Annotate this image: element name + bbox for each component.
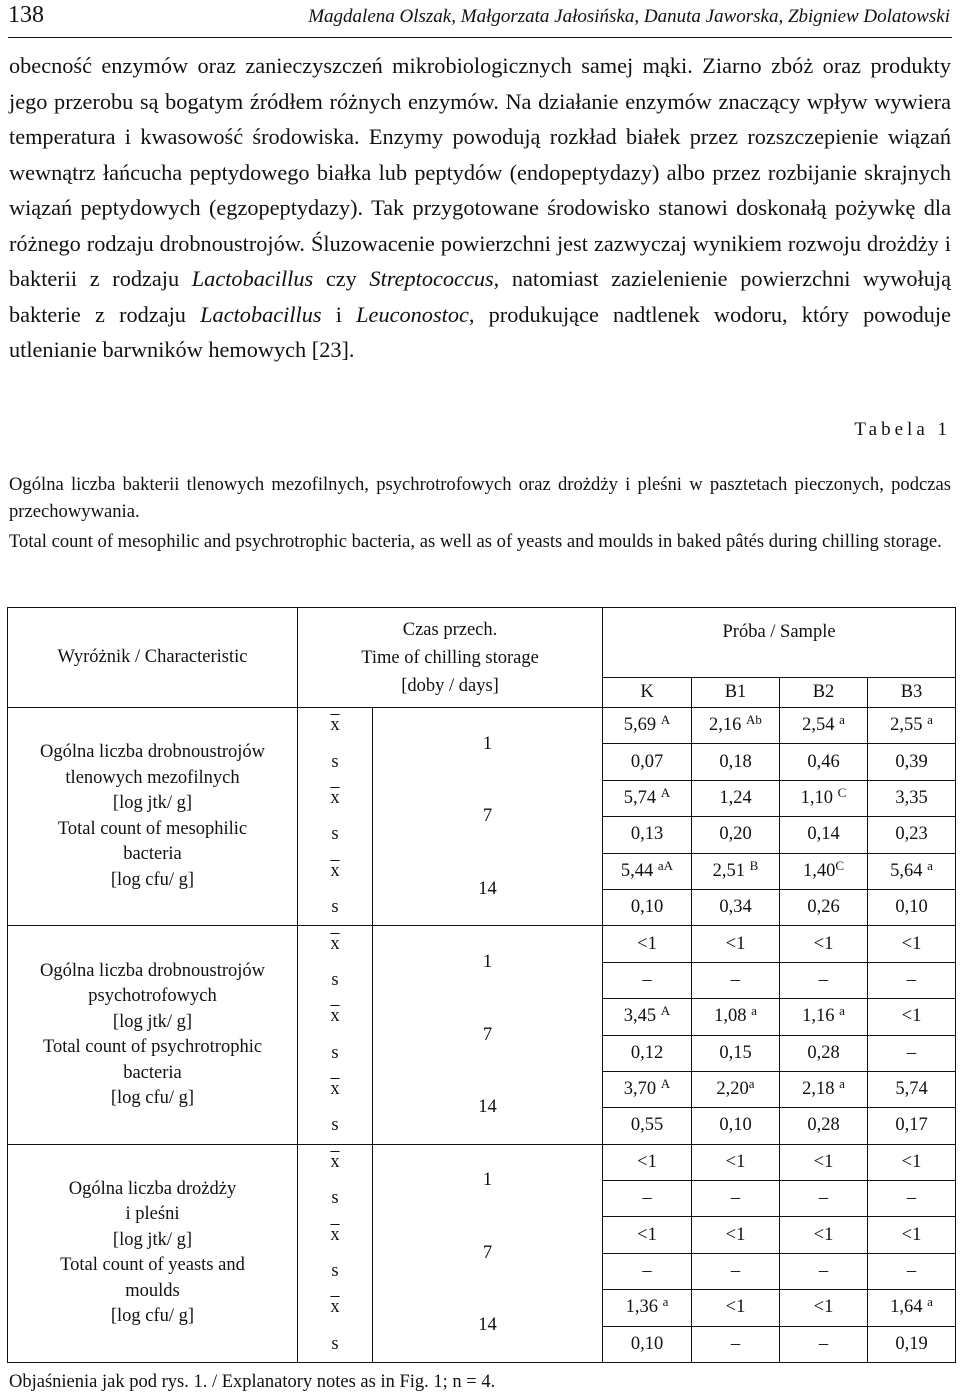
storage-day-cell: 1 (373, 1144, 603, 1217)
significance-letter: a (662, 1294, 669, 1310)
characteristic-line: [log cfu/ g] (110, 1088, 195, 1109)
value-cell (780, 1144, 868, 1180)
value-cell (780, 926, 868, 962)
value-cell (868, 1144, 956, 1180)
value-cell (780, 1108, 868, 1144)
value-cell (692, 1181, 780, 1217)
header-time-line: Time of chilling storage (361, 647, 539, 668)
header-sample-col: B1 (692, 678, 780, 708)
value-cell (780, 1326, 868, 1362)
storage-day-cell: 14 (373, 853, 603, 926)
value-text: 0,10 (630, 1333, 664, 1354)
header-sample-col: B2 (780, 678, 868, 708)
stat-sd-symbol: s (298, 1108, 373, 1144)
value-text: <1 (901, 1224, 922, 1245)
characteristic-line: Total count of psychrotrophic (42, 1037, 263, 1058)
stat-mean-symbol: $\overline{x}$ (298, 1290, 373, 1326)
value-cell (692, 1071, 780, 1107)
value-text: – (818, 1188, 829, 1209)
value-text: – (642, 1261, 652, 1282)
value-cell (868, 1290, 956, 1326)
header-characteristic: Wyróżnik / Characteristic (8, 608, 298, 708)
storage-day-cell: 7 (373, 999, 603, 1072)
characteristic-line: Total count of yeasts and (60, 1255, 245, 1276)
value-cell (868, 1253, 956, 1289)
table-body (8, 708, 956, 1363)
value-cell (692, 708, 780, 744)
value-text: – (730, 1261, 741, 1282)
significance-letter: A (660, 1076, 671, 1092)
table-row (8, 708, 956, 744)
storage-day-cell: 1 (373, 708, 603, 781)
value-text: <1 (637, 1151, 657, 1172)
value-cell (868, 744, 956, 780)
value-cell (868, 1035, 956, 1071)
value-text: <1 (637, 933, 657, 954)
header-time-line: Czas przech. (402, 619, 498, 640)
value-text: 1,40 (802, 860, 836, 881)
stat-mean-symbol: $\overline{x}$ (298, 999, 373, 1035)
value-text: – (730, 1333, 741, 1354)
significance-letter: aA (657, 857, 674, 873)
significance-letter: A (660, 1003, 671, 1019)
value-cell (692, 853, 780, 889)
value-cell (780, 1035, 868, 1071)
body-text-segment: , natomiast zazielenienie powierzchni wywołują bakterie z rodzaju (9, 266, 951, 327)
characteristic-line: Ogólna liczba drobnoustrojów (39, 742, 266, 763)
value-cell (692, 1108, 780, 1144)
value-cell (692, 1035, 780, 1071)
value-text: <1 (813, 1224, 834, 1245)
value-cell (868, 780, 956, 816)
value-text: 0,55 (630, 1115, 664, 1136)
value-text: 0,34 (719, 897, 752, 918)
stat-mean-symbol: $\overline{x}$ (298, 780, 373, 816)
significance-letter: Ab (746, 712, 762, 728)
value-text: 3,45 (623, 1006, 657, 1027)
characteristic-line: Ogólna liczba drobnoustrojów (39, 960, 266, 981)
value-text: 1,24 (719, 787, 752, 808)
characteristic-line: Total count of mesophilic (57, 818, 248, 839)
value-cell (780, 780, 868, 816)
table-footnote: Objaśnienia jak pod rys. 1. / Explanatory notes as in Fig. 1; n = 4. (9, 1372, 496, 1392)
value-cell (692, 962, 780, 998)
value-cell (692, 926, 780, 962)
value-text: <1 (637, 1224, 657, 1245)
value-text: 0,10 (630, 897, 664, 918)
stat-mean-symbol: $\overline{x}$ (298, 853, 373, 889)
value-text: 0,19 (895, 1333, 928, 1354)
value-text: 0,20 (719, 824, 752, 845)
value-text: <1 (901, 1151, 922, 1172)
value-text: – (730, 1188, 741, 1209)
characteristic-line: [log jtk/ g] (112, 1229, 193, 1250)
value-cell (780, 1071, 868, 1107)
stat-sd-symbol: s (298, 1253, 373, 1289)
header-sample-col: B3 (868, 678, 956, 708)
stat-mean-symbol: $\overline{x}$ (298, 926, 373, 962)
genus-name: Lactobacillus (200, 301, 322, 327)
characteristic-cell (8, 708, 298, 926)
value-cell (603, 1035, 692, 1071)
value-cell (868, 1071, 956, 1107)
value-text: 1,10 (800, 787, 834, 808)
value-text: – (906, 969, 917, 990)
stat-mean-symbol: $\overline{x}$ (298, 1217, 373, 1253)
body-text-segment: czy (313, 266, 370, 291)
page-header (8, 2, 952, 36)
value-cell (603, 1217, 692, 1253)
value-text: – (818, 969, 829, 990)
value-cell (603, 1181, 692, 1217)
table-caption-polish: Ogólna liczba bakterii tlenowych mezofilnych, psychrotrofowych oraz drożdży i pleśni w pasztetach pieczonych, podczas przechowywania. (9, 474, 951, 522)
page-number: 138 (8, 2, 44, 28)
significance-letter: a (839, 1003, 845, 1019)
value-text: 2,20 (716, 1079, 749, 1100)
value-cell (868, 708, 956, 744)
value-cell (780, 962, 868, 998)
value-cell (780, 853, 868, 889)
value-cell (603, 926, 692, 962)
value-cell (603, 889, 692, 925)
value-cell (603, 1253, 692, 1289)
characteristic-line: [log jtk/ g] (112, 793, 193, 814)
value-text: 0,10 (895, 897, 928, 918)
value-text: 0,14 (807, 824, 840, 845)
value-cell (868, 1217, 956, 1253)
value-text: – (642, 969, 652, 990)
stat-sd-symbol: s (298, 889, 373, 925)
value-cell (868, 853, 956, 889)
value-text: <1 (813, 1151, 834, 1172)
value-text: 2,51 (712, 860, 746, 881)
significance-letter: A (660, 712, 671, 728)
value-text: 0,23 (895, 824, 928, 845)
value-text: 5,64 (890, 860, 923, 881)
characteristic-line: [log cfu/ g] (110, 1306, 195, 1327)
header-sample: Próba / Sample (603, 608, 956, 678)
value-cell (868, 889, 956, 925)
value-text: 0,12 (630, 1042, 664, 1063)
value-cell (692, 1253, 780, 1289)
value-cell (603, 962, 692, 998)
body-text-segment: , produkujące nadtlenek wodoru, który powoduje utlenianie barwników hemowych [23]. (9, 301, 952, 362)
value-cell (780, 1181, 868, 1217)
value-cell (603, 853, 692, 889)
value-text: 0,28 (807, 1042, 840, 1063)
value-text: <1 (725, 1151, 746, 1172)
data-table (7, 607, 956, 1363)
value-text: 5,74 (623, 787, 657, 808)
header-sample-col: K (603, 678, 692, 708)
significance-letter: A (660, 784, 671, 800)
significance-letter: a (748, 1076, 755, 1092)
value-cell (692, 817, 780, 853)
value-text: – (818, 1333, 829, 1354)
storage-day-cell: 14 (373, 1290, 603, 1363)
stat-sd-symbol: s (298, 744, 373, 780)
value-text: 0,26 (807, 897, 840, 918)
value-cell (780, 1290, 868, 1326)
significance-letter: C (835, 857, 845, 873)
value-text: <1 (725, 933, 746, 954)
value-cell (692, 1217, 780, 1253)
value-text: <1 (725, 1224, 746, 1245)
characteristic-line: psychotrofowych (88, 986, 217, 1007)
value-text: – (818, 1261, 829, 1282)
genus-name: Streptococcus (369, 266, 494, 291)
value-cell (868, 1326, 956, 1362)
significance-letter: a (927, 712, 933, 728)
significance-letter: a (927, 1294, 933, 1310)
body-text-segment: obecność enzymów oraz zanieczyszczeń mikrobiologicznych samej mąki. Ziarno zbóż oraz produkty jego przerobu są bogatym źródłem różnych enzymów. Na działanie enzymów znaczący wpływ wywiera temperatura i kwasowość środowiska. Enzymy powodują rozkład białek przez rozszczepienie wiązań wewnątrz łańcucha peptydowego białka lub peptydów (endopeptydazy) albo przez rozbijanie skrajnych wiązań peptydowych (egzopeptydazy). Tak przygotowane środowisko stanowi doskonałą pożywkę dla różnego rodzaju drobnoustrojów. Śluzowacenie powierzchni jest zazwyczaj wynikiem rozwoju drożdży i bakterii z rodzaju (9, 53, 951, 291)
value-text: 0,18 (719, 751, 752, 772)
stat-sd-symbol: s (298, 962, 373, 998)
value-text: <1 (725, 1297, 746, 1318)
storage-day-cell: 7 (373, 780, 603, 853)
value-cell (780, 999, 868, 1035)
value-cell (868, 962, 956, 998)
value-text: 0,13 (630, 824, 664, 845)
characteristic-line: i pleśni (125, 1204, 180, 1225)
characteristic-line: bacteria (123, 1062, 182, 1083)
value-cell (603, 1071, 692, 1107)
value-cell (868, 817, 956, 853)
value-text: 5,69 (623, 715, 657, 736)
value-text: – (906, 1261, 917, 1282)
value-cell (692, 1326, 780, 1362)
stat-sd-symbol: s (298, 1181, 373, 1217)
characteristic-cell (8, 926, 298, 1144)
value-cell (692, 780, 780, 816)
value-text: 2,18 (802, 1079, 835, 1100)
value-text: 2,16 (709, 715, 742, 736)
value-text: – (906, 1188, 917, 1209)
value-text: 1,08 (714, 1006, 747, 1027)
value-text: <1 (901, 1006, 922, 1027)
header-rule (8, 37, 952, 38)
stat-sd-symbol: s (298, 1326, 373, 1362)
value-cell (603, 1108, 692, 1144)
value-cell (603, 1290, 692, 1326)
value-text: <1 (813, 1297, 834, 1318)
value-cell (780, 817, 868, 853)
characteristic-line: moulds (125, 1280, 180, 1301)
value-text: 0,15 (719, 1042, 752, 1063)
value-text: 0,10 (719, 1115, 752, 1136)
table-label: Tabela 1 (854, 419, 951, 440)
characteristic-line: tlenowych mezofilnych (65, 767, 240, 788)
value-text: 1,64 (890, 1297, 923, 1318)
value-cell (692, 1290, 780, 1326)
value-text: 2,54 (802, 715, 835, 736)
significance-letter: C (837, 784, 847, 800)
stat-mean-symbol: $\overline{x}$ (298, 1071, 373, 1107)
value-text: – (642, 1188, 652, 1209)
value-text: <1 (813, 933, 834, 954)
value-cell (780, 1253, 868, 1289)
value-text: 5,74 (895, 1079, 928, 1100)
value-text: – (730, 969, 741, 990)
value-cell (692, 889, 780, 925)
header-time-line: [doby / days] (401, 675, 499, 696)
header-storage-time (298, 608, 603, 708)
value-cell (603, 780, 692, 816)
stat-sd-symbol: s (298, 1035, 373, 1071)
value-cell (780, 708, 868, 744)
table-row (8, 926, 956, 962)
value-cell (868, 1181, 956, 1217)
value-cell (692, 744, 780, 780)
value-cell (603, 1144, 692, 1180)
running-head-authors: Magdalena Olszak, Małgorzata Jałosińska, Danuta Jaworska, Zbigniew Dolatowski (308, 6, 950, 27)
body-paragraph (9, 48, 951, 368)
value-text: 0,07 (630, 751, 664, 772)
value-cell (692, 999, 780, 1035)
body-text-segment: i (321, 301, 357, 327)
characteristic-line: bacteria (123, 844, 182, 865)
value-text: 0,17 (895, 1115, 928, 1136)
value-text: 0,28 (807, 1115, 840, 1136)
table-row (8, 1144, 956, 1180)
value-text: 1,36 (625, 1297, 658, 1318)
genus-name: Lactobacillus (191, 266, 314, 291)
value-text: 5,44 (620, 860, 654, 881)
characteristic-line: [log jtk/ g] (112, 1011, 193, 1032)
characteristic-cell (8, 1144, 298, 1362)
significance-letter: a (839, 712, 845, 728)
significance-letter: a (839, 1076, 845, 1092)
stat-mean-symbol: $\overline{x}$ (298, 1144, 373, 1180)
storage-day-cell: 7 (373, 1217, 603, 1290)
value-cell (780, 889, 868, 925)
value-text: – (906, 1042, 917, 1063)
value-cell (780, 744, 868, 780)
value-text: <1 (901, 933, 922, 954)
stat-sd-symbol: s (298, 817, 373, 853)
value-cell (780, 1217, 868, 1253)
value-text: 2,55 (890, 715, 923, 736)
storage-day-cell: 14 (373, 1071, 603, 1144)
value-cell (868, 999, 956, 1035)
value-text: 0,39 (895, 751, 928, 772)
significance-letter: B (749, 857, 759, 873)
value-cell (603, 1326, 692, 1362)
value-text: 0,46 (807, 751, 840, 772)
table-caption-english: Total count of mesophilic and psychrotrophic bacteria, as well as of yeasts and moulds in baked pâtés during chilling storage. (9, 531, 942, 552)
value-cell (692, 1144, 780, 1180)
value-text: 3,70 (623, 1079, 657, 1100)
value-text: 3,35 (895, 787, 928, 808)
significance-letter: a (927, 857, 933, 873)
value-text: 1,16 (802, 1006, 835, 1027)
value-cell (868, 926, 956, 962)
storage-day-cell: 1 (373, 926, 603, 999)
value-cell (603, 744, 692, 780)
value-cell (603, 999, 692, 1035)
characteristic-line: Ogólna liczba drożdży (68, 1178, 237, 1199)
value-cell (603, 817, 692, 853)
significance-letter: a (751, 1003, 757, 1019)
value-cell (868, 1108, 956, 1144)
genus-name: Leuconostoc (356, 301, 469, 327)
value-cell (603, 708, 692, 744)
stat-mean-symbol: $\overline{x}$ (298, 708, 373, 744)
characteristic-line: [log cfu/ g] (110, 869, 195, 890)
